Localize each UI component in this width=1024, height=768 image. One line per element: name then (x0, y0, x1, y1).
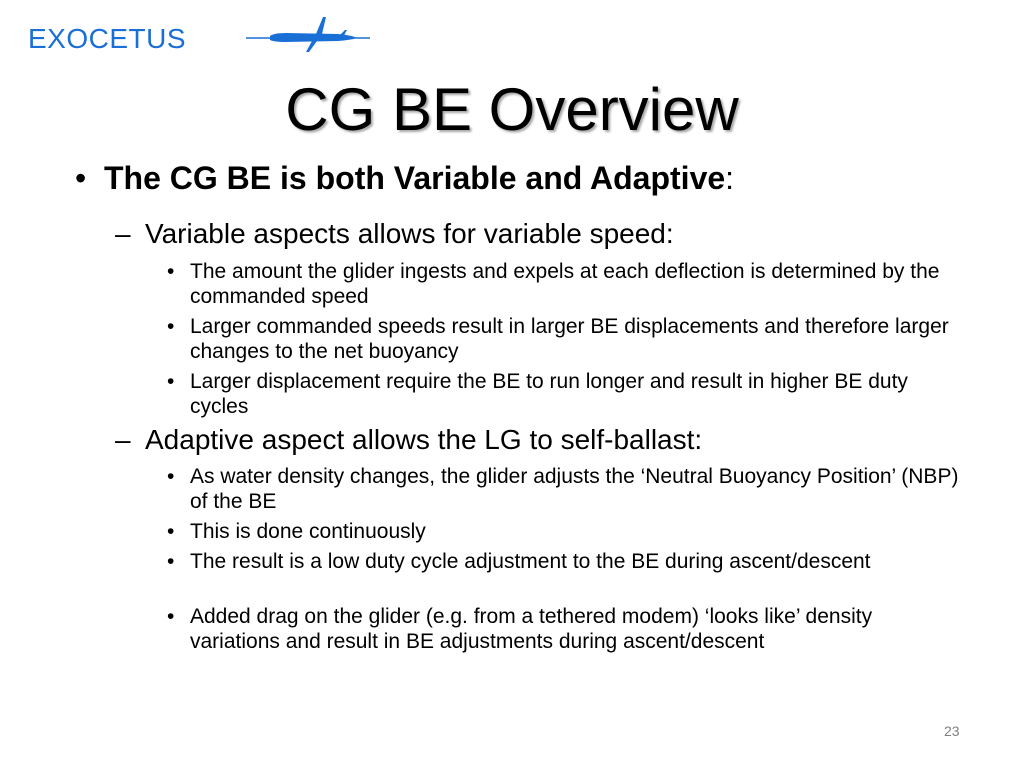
bullet-glyph: • (75, 160, 87, 196)
bullet-glyph: • (167, 260, 175, 283)
list-item-text: This is done continuously (190, 520, 426, 543)
section-label: Adaptive aspect allows the LG to self-ballast: (145, 424, 703, 455)
slide-title: CG BE Overview (285, 76, 739, 143)
list-item-text: As water density changes, the glider adjusts the ‘Neutral Buoyancy Position’ (NBP) of the BE (190, 465, 959, 513)
list-item-text: The result is a low duty cycle adjustment to the BE during ascent/descent (190, 550, 871, 573)
bullet-glyph: • (167, 550, 175, 573)
list-item-text: Larger commanded speeds result in larger BE displacements and therefore larger changes to the net buoyancy (190, 315, 949, 363)
bullet-glyph: • (167, 465, 175, 488)
dash-glyph: – (115, 424, 131, 455)
main-bullet-colon: : (725, 160, 735, 196)
section-label: Variable aspects allows for variable speed: (145, 218, 674, 249)
list-item-text: Larger displacement require the BE to run longer and result in higher BE duty cycles (190, 370, 908, 418)
page-number: 23 (944, 723, 960, 739)
main-bullet-text: The CG BE is both Variable and Adaptive (104, 160, 726, 196)
bullet-glyph: • (167, 520, 175, 543)
list-item-text: The amount the glider ingests and expels at each deflection is determined by the commanded speed (190, 260, 940, 308)
dash-glyph: – (115, 218, 131, 249)
bullet-glyph: • (167, 315, 175, 338)
bullet-glyph: • (167, 605, 175, 628)
logo-text: EXOCETUS (28, 23, 187, 54)
list-item-text: Added drag on the glider (e.g. from a tethered modem) ‘looks like’ density variations and result in BE adjustments during ascent/descent (190, 605, 873, 653)
bullet-glyph: • (167, 370, 175, 393)
